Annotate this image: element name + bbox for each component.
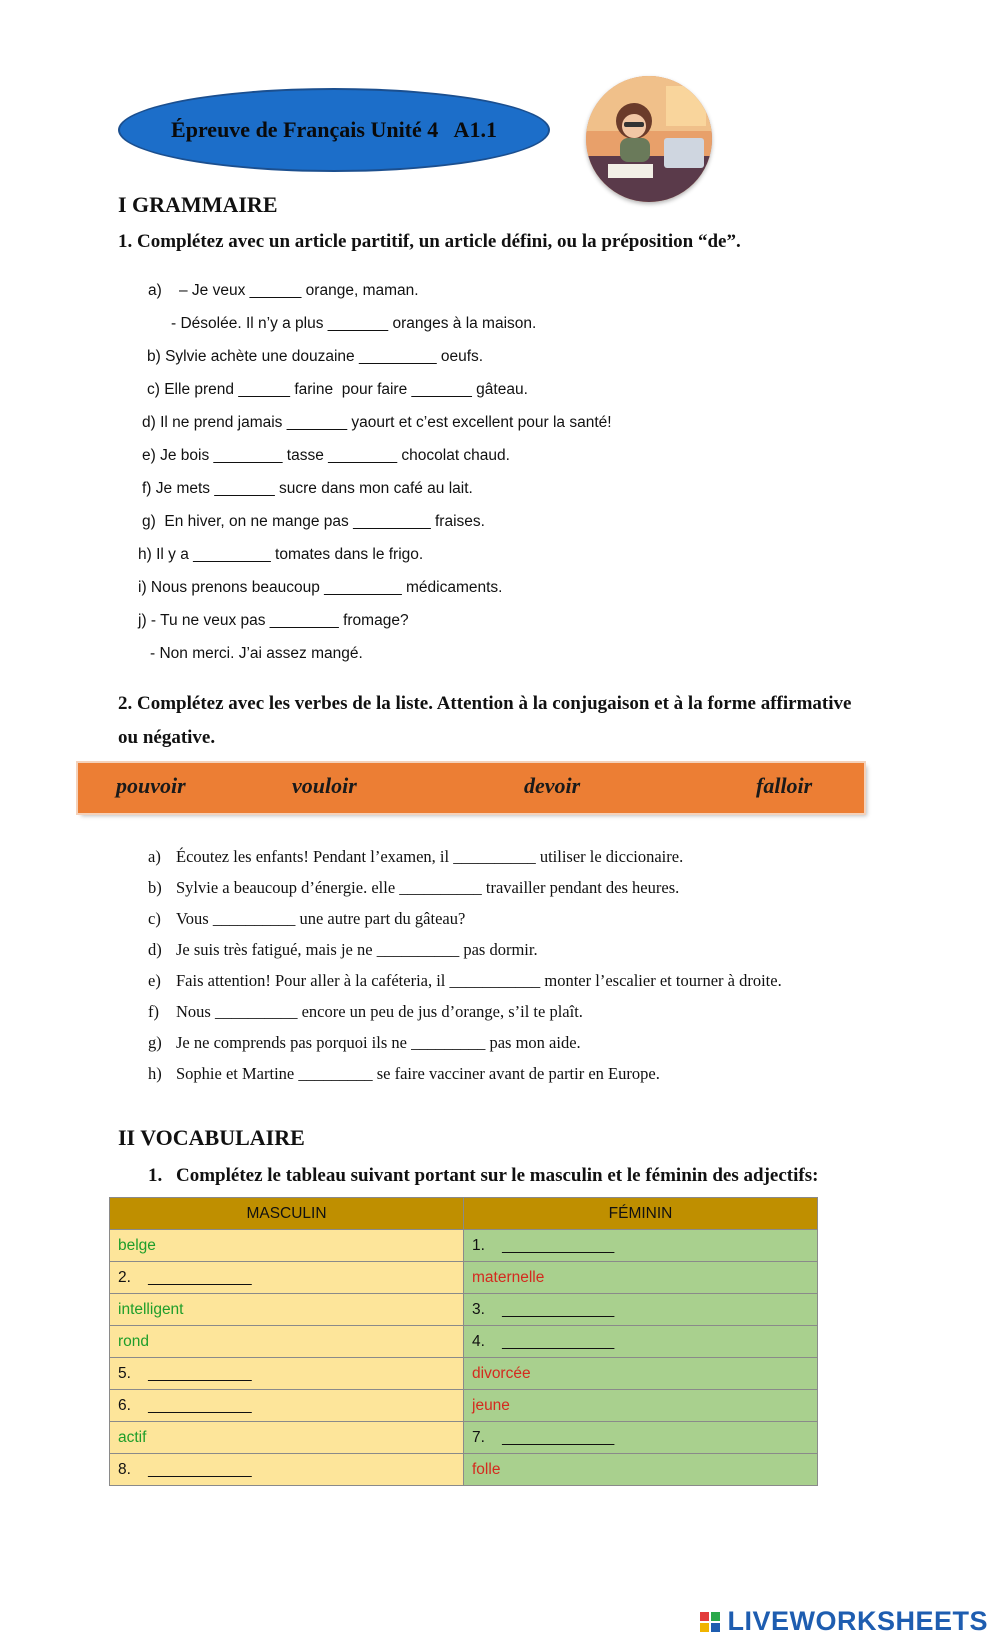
- vocab-q1-number: 1.: [148, 1165, 163, 1186]
- verb-falloir: falloir: [756, 773, 813, 798]
- q2-item-f: f) Nous __________ encore un peu de jus d’orange, s’il te plaît.: [148, 1002, 583, 1021]
- q1-item-d: d) Il ne prend jamais _______ yaourt et c’est excellent pour la santé!: [142, 414, 612, 431]
- student-avatar-image: [586, 76, 712, 202]
- feminin-cell: jeune: [464, 1390, 818, 1422]
- q1-item-a: a) – Je veux ______ orange, maman.: [148, 282, 419, 299]
- q1-item-j-reply: - Non merci. J’ai assez mangé.: [150, 645, 363, 662]
- table-row: [110, 1326, 818, 1358]
- masculin-cell: belge: [110, 1230, 464, 1262]
- table-row: [110, 1454, 818, 1486]
- feminin-blank-cell[interactable]: 7. _____________: [464, 1422, 818, 1454]
- grammar-heading: I GRAMMAIRE: [118, 192, 278, 217]
- masculin-cell: intelligent: [110, 1294, 464, 1326]
- feminin-cell: maternelle: [464, 1262, 818, 1294]
- verb-list-bar: [78, 763, 864, 813]
- header-masculin: MASCULIN: [110, 1198, 464, 1230]
- q1-item-g: g) En hiver, on ne mange pas _________ fraises.: [142, 513, 485, 530]
- table-header-row: [110, 1198, 818, 1230]
- feminin-cell: folle: [464, 1454, 818, 1486]
- header-feminin: FÉMININ: [464, 1198, 818, 1230]
- table-row: [110, 1230, 818, 1262]
- q1-item-f: f) Je mets _______ sucre dans mon café au lait.: [142, 480, 473, 497]
- masculin-blank-cell[interactable]: 8. ____________: [110, 1454, 464, 1486]
- masculin-cell: rond: [110, 1326, 464, 1358]
- q1-item-h: h) Il y a _________ tomates dans le frigo.: [138, 546, 424, 563]
- worksheet-title: [118, 88, 550, 172]
- adjective-table: [109, 1197, 818, 1486]
- verb-vouloir: vouloir: [292, 773, 357, 798]
- q2-item-b: b) Sylvie a beaucoup d’énergie. elle __________ travailler pendant des heures.: [148, 878, 680, 897]
- q1-item-e: e) Je bois ________ tasse ________ chocolat chaud.: [142, 447, 510, 464]
- q2-item-h: h) Sophie et Martine _________ se faire vacciner avant de partir en Europe.: [148, 1064, 660, 1083]
- q2-item-d: d) Je suis très fatigué, mais je ne __________ pas dormir.: [148, 940, 538, 959]
- feminin-cell: divorcée: [464, 1358, 818, 1390]
- vocab-heading: II VOCABULAIRE: [118, 1125, 305, 1150]
- verb-pouvoir: pouvoir: [116, 773, 186, 798]
- masculin-blank-cell[interactable]: 5. ____________: [110, 1358, 464, 1390]
- q1-item-c: c) Elle prend ______ farine pour faire _______ gâteau.: [147, 381, 528, 398]
- verb-devoir: devoir: [524, 773, 581, 798]
- table-row: [110, 1358, 818, 1390]
- masculin-blank-cell[interactable]: 2. ____________: [110, 1262, 464, 1294]
- q1-item-j: j) - Tu ne veux pas ________ fromage?: [138, 612, 409, 629]
- table-row: [110, 1294, 818, 1326]
- table-row: [110, 1262, 818, 1294]
- vocab-q1-instruction: [148, 1165, 818, 1187]
- liveworksheets-logo[interactable]: [699, 1606, 988, 1637]
- masculin-blank-cell[interactable]: 6. ____________: [110, 1390, 464, 1422]
- q1-item-a-reply: - Désolée. Il n’y a plus _______ oranges à la maison.: [171, 315, 537, 332]
- feminin-blank-cell[interactable]: 1. _____________: [464, 1230, 818, 1262]
- table-row: [110, 1390, 818, 1422]
- feminin-blank-cell[interactable]: 4. _____________: [464, 1326, 818, 1358]
- logo-text: LIVEWORKSHEETS: [727, 1606, 988, 1636]
- logo-mark-icon: [699, 1611, 723, 1633]
- q2-item-e: e) Fais attention! Pour aller à la caféteria, il ___________ monter l’escalier et tourner à droite.: [148, 971, 782, 990]
- grammar-q2-instruction-line2: ou négative.: [118, 727, 216, 748]
- feminin-blank-cell[interactable]: 3. _____________: [464, 1294, 818, 1326]
- grammar-q1-instruction: 1. Complétez avec un article partitif, un article défini, ou la préposition “de”.: [118, 231, 741, 252]
- q2-item-c: c) Vous __________ une autre part du gâteau?: [148, 909, 466, 928]
- vocab-q1-text: Complétez le tableau suivant portant sur le masculin et le féminin des adjectifs:: [176, 1165, 819, 1186]
- masculin-cell: actif: [110, 1422, 464, 1454]
- table-row: [110, 1422, 818, 1454]
- q2-item-a: a) Écoutez les enfants! Pendant l’examen, il __________ utiliser le diccionaire.: [148, 847, 684, 866]
- grammar-q2-instruction-line1: 2. Complétez avec les verbes de la liste. Attention à la conjugaison et à la forme affirmative: [118, 693, 852, 714]
- q2-item-g: g) Je ne comprends pas porquoi ils ne _________ pas mon aide.: [148, 1033, 581, 1052]
- q1-item-b: b) Sylvie achète une douzaine _________ oeufs.: [147, 348, 484, 365]
- q1-item-i: i) Nous prenons beaucoup _________ médicaments.: [138, 579, 503, 596]
- worksheet-title-text: Épreuve de Français Unité 4 A1.1: [171, 117, 497, 142]
